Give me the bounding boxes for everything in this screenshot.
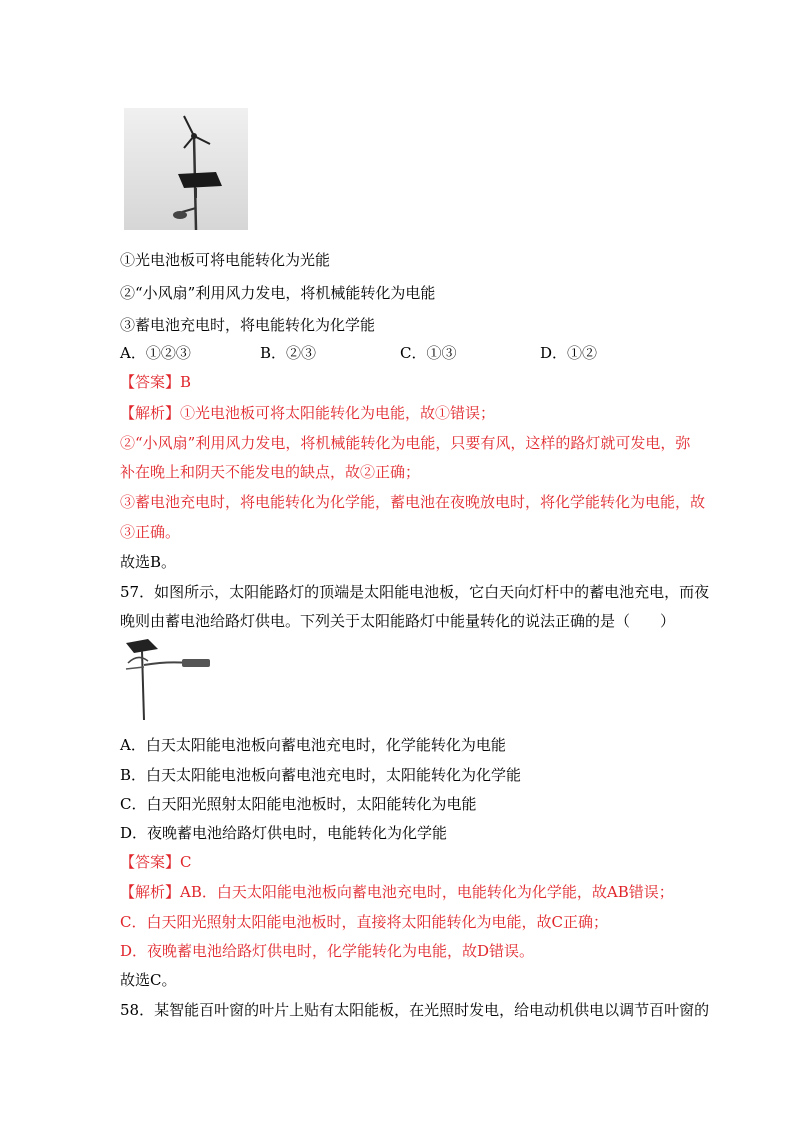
q57-stem-line-2: 晚则由蓄电池给路灯供电。下列关于太阳能路灯中能量转化的说法正确的是（ ）: [120, 612, 676, 630]
q56-option-b: B．②③: [260, 344, 317, 362]
analysis-text: AB．白天太阳能电池板向蓄电池充电时，电能转化为化学能，故AB错误；: [180, 883, 674, 901]
q57-analysis-line-2: C．白天阳光照射太阳能电池板时，直接将太阳能转化为电能，故C正确；: [120, 913, 608, 931]
analysis-tag: 【解析】: [120, 883, 181, 901]
q57-answer: [120, 852, 192, 872]
answer-value: C: [180, 853, 192, 871]
q57-option-b: B．白天太阳能电池板向蓄电池充电时，太阳能转化为化学能: [120, 766, 522, 784]
q58-stem-line-1: 58．某智能百叶窗的叶片上贴有太阳能板，在光照时发电，给电动机供电以调节百叶窗的: [120, 1001, 710, 1019]
q57-option-c: C．白天阳光照射太阳能电池板时，太阳能转化为电能: [120, 795, 477, 813]
answer-tag: 【答案】: [120, 853, 181, 871]
q56-analysis-line-3: 补在晚上和阴天不能发电的缺点，故②正确；: [120, 463, 421, 481]
q56-answer: [120, 372, 191, 392]
statement-2: ②“小风扇”利用风力发电，将机械能转化为电能: [120, 284, 436, 302]
q57-analysis-line-3: D．夜晚蓄电池给路灯供电时，化学能转化为电能，故D错误。: [120, 942, 535, 960]
q56-analysis-line-5: ③正确。: [120, 523, 181, 541]
wind-solar-lamp-illustration: [124, 108, 248, 230]
statement-3: ③蓄电池充电时，将电能转化为化学能: [120, 316, 376, 334]
q56-analysis-line-4: ③蓄电池充电时，将电能转化为化学能，蓄电池在夜晚放电时，将化学能转化为电能，故: [120, 493, 706, 511]
statement-1: ①光电池板可将电能转化为光能: [120, 251, 331, 269]
q57-stem-line-1: 57．如图所示，太阳能路灯的顶端是太阳能电池板，它白天向灯杆中的蓄电池充电，而夜: [120, 583, 710, 601]
q57-option-a: A．白天太阳能电池板向蓄电池充电时，化学能转化为电能: [120, 736, 506, 754]
q57-analysis-line-1: [120, 882, 674, 902]
q56-conclusion: 故选B。: [120, 553, 177, 571]
solar-street-lamp-figure: [118, 635, 213, 720]
q57-conclusion: 故选C。: [120, 971, 177, 989]
q56-option-d: D．①②: [540, 344, 598, 362]
q56-option-a: A．①②③: [120, 344, 191, 362]
q57-option-d: D．夜晚蓄电池给路灯供电时，电能转化为化学能: [120, 824, 448, 842]
answer-tag: 【答案】: [120, 373, 181, 391]
wind-solar-lamp-figure: [124, 108, 248, 230]
q56-option-c: C．①③: [400, 344, 457, 362]
q56-analysis-line-2: ②“小风扇”利用风力发电，将机械能转化为电能，只要有风，这样的路灯就可发电，弥: [120, 434, 691, 452]
analysis-tag: 【解析】: [120, 404, 181, 422]
q56-analysis-line-1: [120, 403, 495, 423]
solar-street-lamp-illustration: [118, 635, 213, 720]
answer-value: B: [180, 373, 192, 391]
analysis-text: ①光电池板可将太阳能转化为电能，故①错误；: [180, 404, 496, 422]
